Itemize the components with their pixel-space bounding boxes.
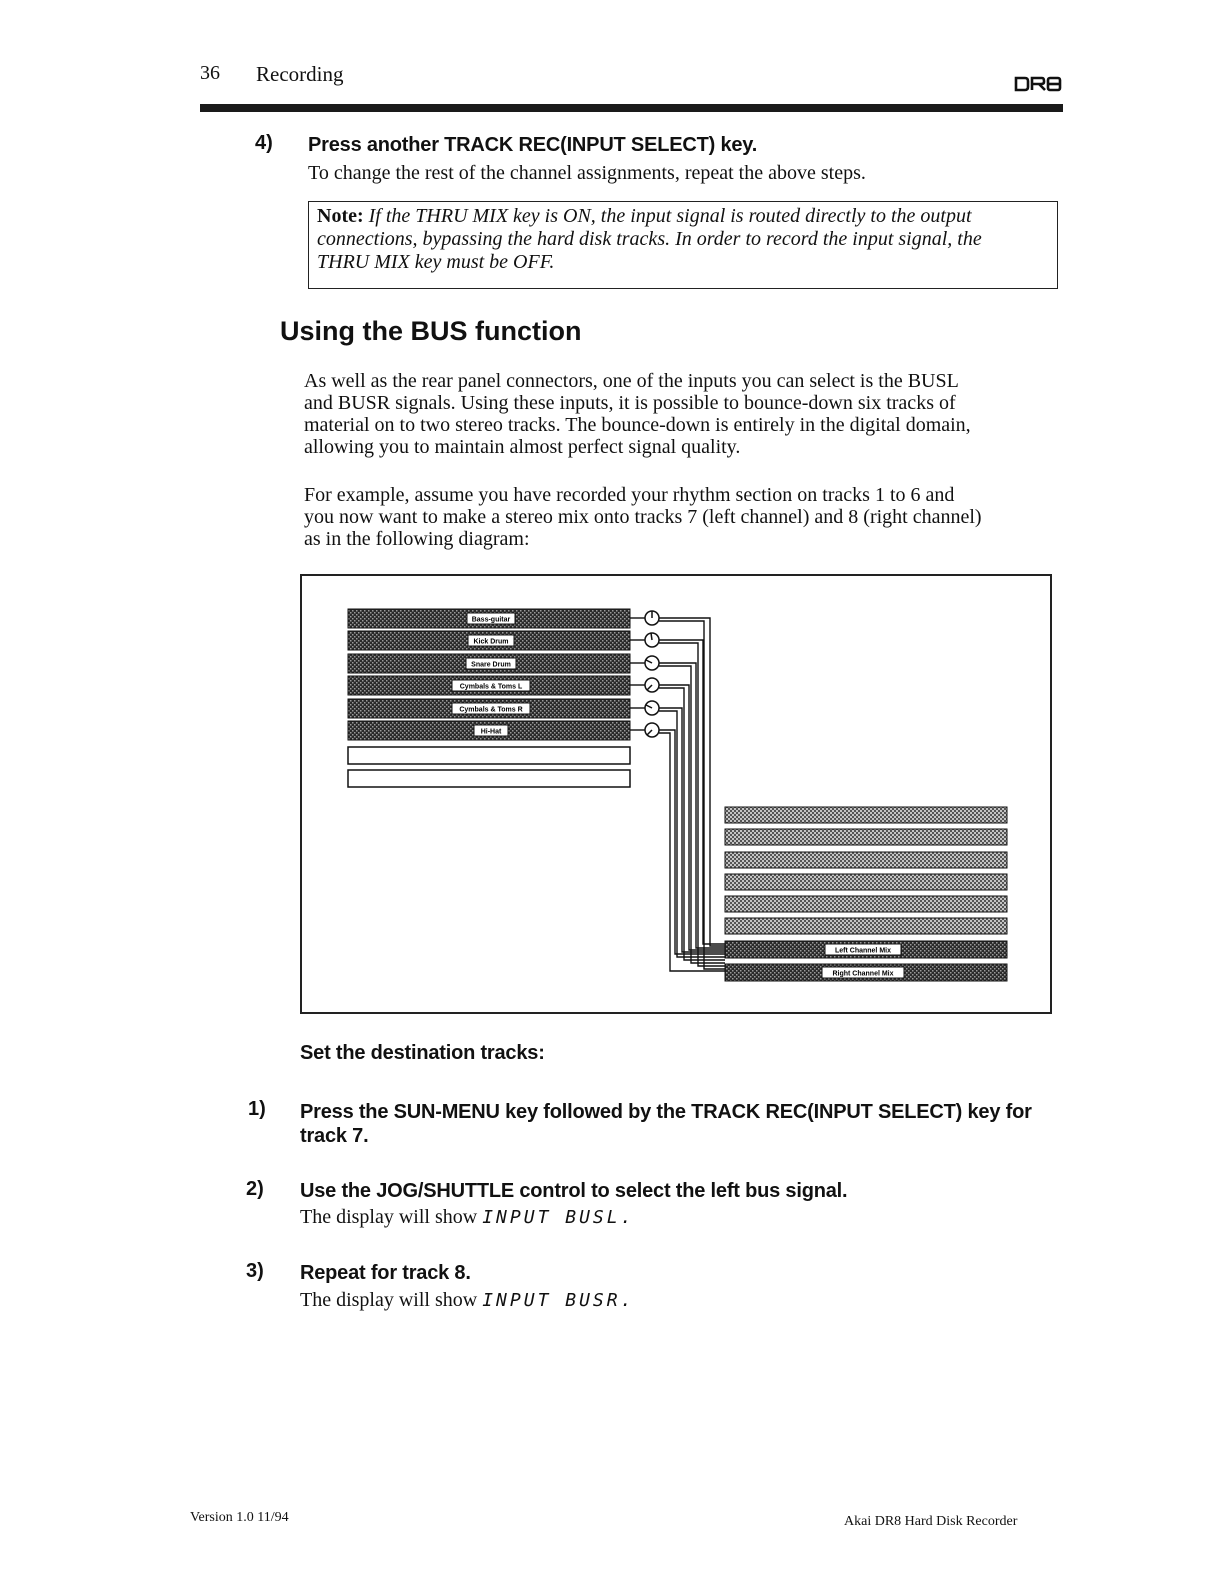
header-rule <box>200 104 1063 112</box>
para2-line-2: you now want to make a stereo mix onto tracks 7 (left channel) and 8 (right channel) <box>304 506 982 528</box>
dest-track-4 <box>725 874 1007 890</box>
bounce-down-diagram <box>300 574 1052 1014</box>
para2-line-1: For example, assume you have recorded your rhythm section on tracks 1 to 6 and <box>304 484 955 506</box>
paragraph-bus-inputs <box>304 370 1064 458</box>
source-track-label: Kick Drum <box>473 638 509 646</box>
note-line-2: connections, bypassing the hard disk tracks. In order to record the input signal, the <box>317 228 982 250</box>
source-track-label: Bass-guitar <box>471 616 511 624</box>
footer-product: Akai DR8 Hard Disk Recorder <box>844 1514 1018 1529</box>
dest-track-right-mix <box>725 964 1007 981</box>
source-track-label: Cymbals & Toms L <box>459 683 523 691</box>
para1-line-4: allowing you to maintain almost perfect signal quality. <box>304 436 741 458</box>
dest-track-2 <box>725 829 1007 845</box>
step-1-heading <box>300 1100 1032 1148</box>
source-track-2 <box>348 631 630 650</box>
step-3-number: 3) <box>246 1260 264 1282</box>
step-1-heading-line-2: track 7. <box>300 1125 369 1147</box>
lcd-readout: INPUT BUSR. <box>482 1290 635 1311</box>
section-name: Recording <box>256 62 344 86</box>
step-2-display-prefix: The display will show <box>300 1206 478 1228</box>
source-track-5 <box>348 699 630 718</box>
empty-track-7 <box>348 747 630 764</box>
dest-track-1 <box>725 807 1007 823</box>
step-4-number: 4) <box>255 132 273 154</box>
source-track-4 <box>348 676 630 695</box>
step-2-heading: Use the JOG/SHUTTLE control to select the left bus signal. <box>300 1180 848 1202</box>
source-track-label: Snare Drum <box>471 661 511 669</box>
para2-line-3: as in the following diagram: <box>304 528 530 550</box>
lcd-readout: INPUT BUSL. <box>482 1207 635 1228</box>
para1-line-2: and BUSR signals. Using these inputs, it is possible to bounce-down six tracks of <box>304 392 956 414</box>
source-track-3 <box>348 654 630 673</box>
step-3-display <box>300 1289 634 1312</box>
note-line-3: THRU MIX key must be OFF. <box>317 251 555 273</box>
empty-track-8 <box>348 770 630 787</box>
step-3-heading: Repeat for track 8. <box>300 1262 471 1284</box>
dest-track-left-mix <box>725 941 1007 958</box>
step-3-display-prefix: The display will show <box>300 1289 478 1311</box>
paragraph-example <box>304 484 1064 550</box>
dest-left-label: Left Channel Mix <box>834 947 892 955</box>
source-track-label: Cymbals & Toms R <box>459 706 523 714</box>
step-2-number: 2) <box>246 1178 264 1200</box>
note-line-1: If the THRU MIX key is ON, the input signal is routed directly to the output <box>368 205 972 227</box>
source-track-6 <box>348 721 630 740</box>
dest-track-5 <box>725 896 1007 912</box>
dr8-logo <box>1014 76 1062 92</box>
dest-right-label: Right Channel Mix <box>832 970 894 978</box>
footer-version: Version 1.0 11/94 <box>190 1510 289 1525</box>
dest-track-3 <box>725 852 1007 868</box>
note-label: Note: <box>317 205 364 227</box>
source-track-1 <box>348 609 630 628</box>
section-title: Using the BUS function <box>280 316 582 346</box>
destination-heading: Set the destination tracks: <box>300 1042 545 1064</box>
note-box <box>308 201 1058 289</box>
step-4-heading: Press another TRACK REC(INPUT SELECT) key. <box>308 134 758 156</box>
dest-track-6 <box>725 918 1007 934</box>
para1-line-3: material on to two stereo tracks. The bounce-down is entirely in the digital domain, <box>304 414 971 436</box>
step-1-number: 1) <box>248 1098 266 1120</box>
source-track-label: Hi-Hat <box>480 728 502 736</box>
page-number: 36 <box>200 62 220 84</box>
para1-line-1: As well as the rear panel connectors, one of the inputs you can select is the BUSL <box>304 370 959 392</box>
step-1-heading-line-1: Press the SUN-MENU key followed by the TRACK REC(INPUT SELECT) key for <box>300 1101 1032 1123</box>
step-4-text: To change the rest of the channel assignments, repeat the above steps. <box>308 162 866 184</box>
step-2-display <box>300 1206 634 1229</box>
